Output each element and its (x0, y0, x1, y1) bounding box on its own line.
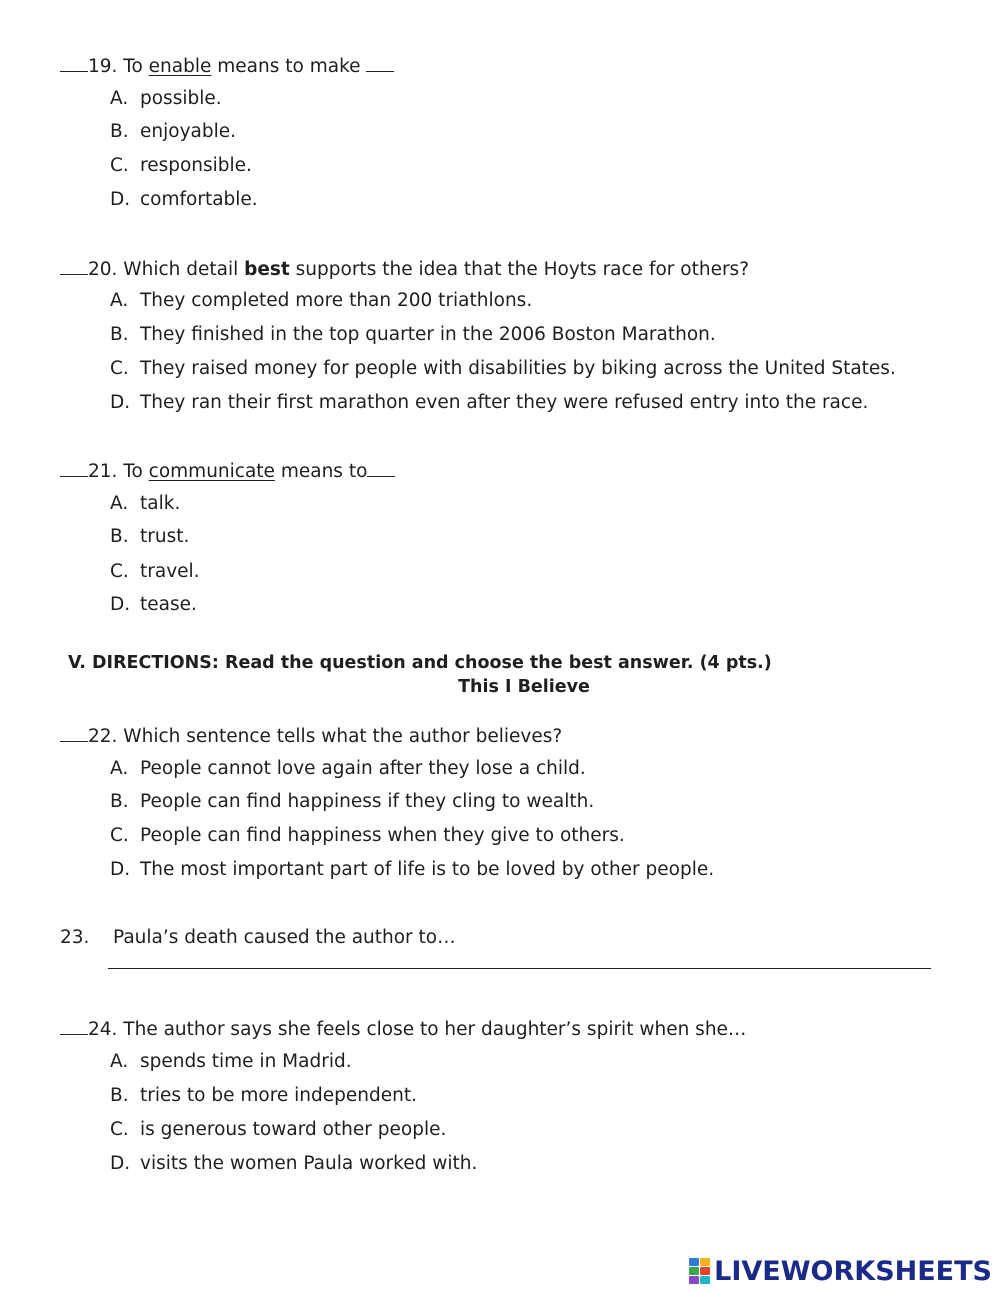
option-text: tease. (140, 594, 197, 615)
option-letter: A. (110, 1051, 129, 1072)
option-letter: B. (110, 791, 129, 812)
option-text: spends time in Madrid. (140, 1051, 352, 1072)
option-letter: D. (110, 1153, 131, 1174)
q19-rest: means to make (211, 56, 367, 77)
q21-rest: means to (274, 461, 368, 482)
q20-option-d (110, 391, 868, 415)
q22-text: 22. Which sentence tells what the author believes? (88, 726, 563, 747)
option-text: enjoyable. (140, 121, 236, 142)
question-20 (60, 256, 749, 282)
q19-number: 19. To (88, 56, 149, 77)
q19-trailing-blank (366, 53, 394, 72)
answer-blank-24[interactable] (60, 1016, 88, 1035)
question-21 (60, 458, 395, 484)
option-text: They raised money for people with disabilities by biking across the United States. (140, 358, 896, 379)
option-letter: A. (110, 758, 129, 779)
answer-blank-20[interactable] (60, 256, 88, 275)
q24-option-c (110, 1118, 446, 1142)
option-text: responsible. (140, 155, 252, 176)
q23-text: Paula’s death caused the author to… (113, 927, 456, 948)
logo-text: LIVEWORKSHEETS (714, 1255, 992, 1287)
q20-option-c (110, 357, 896, 381)
section-heading: V. DIRECTIONS: Read the question and choose the best answer. (4 pts.) (68, 653, 772, 673)
q24-option-a (110, 1050, 352, 1074)
q21-option-a (110, 492, 180, 516)
option-letter: A. (110, 88, 129, 109)
logo-block (700, 1276, 710, 1284)
q20-number: 20. Which detail (88, 259, 245, 280)
option-text: talk. (140, 493, 181, 514)
q19-option-c (110, 154, 252, 178)
option-text: visits the women Paula worked with. (140, 1153, 478, 1174)
q23-answer-line[interactable] (108, 968, 931, 969)
option-letter: C. (110, 358, 129, 379)
option-text: They finished in the top quarter in the 2006 Boston Marathon. (140, 324, 716, 345)
liveworksheets-logo[interactable] (689, 1254, 992, 1288)
option-text: comfortable. (140, 189, 258, 210)
option-text: The most important part of life is to be loved by other people. (140, 859, 715, 880)
q21-vocab-word: communicate (148, 461, 275, 482)
q20-bold-word: best (244, 259, 290, 280)
q19-option-d (110, 188, 258, 212)
q22-option-a (110, 757, 586, 781)
q24-option-b (110, 1084, 417, 1108)
option-text: trust. (140, 526, 190, 547)
option-letter: A. (110, 493, 129, 514)
answer-blank-19[interactable] (60, 53, 88, 72)
section-subtitle: This I Believe (458, 677, 590, 697)
option-letter: C. (110, 155, 129, 176)
option-letter: A. (110, 290, 129, 311)
q24-text: 24. The author says she feels close to her daughter’s spirit when she… (88, 1019, 747, 1040)
logo-block (689, 1267, 699, 1275)
q23-number: 23. (60, 927, 90, 948)
q20-option-b (110, 323, 716, 347)
q20-option-a (110, 289, 532, 313)
option-letter: C. (110, 561, 129, 582)
logo-mark-icon (689, 1258, 710, 1284)
q19-option-a (110, 87, 222, 111)
option-text: travel. (140, 561, 200, 582)
option-letter: B. (110, 526, 129, 547)
option-letter: D. (110, 189, 131, 210)
q21-trailing-blank (367, 458, 395, 477)
option-text: People can find happiness when they give to others. (140, 825, 625, 846)
logo-block (700, 1258, 710, 1266)
option-text: possible. (140, 88, 222, 109)
logo-block (700, 1267, 710, 1275)
q21-number: 21. To (88, 461, 149, 482)
q22-option-c (110, 824, 625, 848)
q24-option-d (110, 1152, 477, 1176)
option-text: is generous toward other people. (140, 1119, 447, 1140)
option-text: They ran their first marathon even after they were refused entry into the race. (140, 392, 869, 413)
q21-option-c (110, 560, 200, 584)
option-letter: B. (110, 121, 129, 142)
q19-vocab-word: enable (148, 56, 212, 77)
option-letter: D. (110, 859, 131, 880)
option-text: tries to be more independent. (140, 1085, 417, 1106)
answer-blank-22[interactable] (60, 723, 88, 742)
question-24 (60, 1016, 746, 1042)
question-19 (60, 53, 394, 79)
answer-blank-21[interactable] (60, 458, 88, 477)
option-text: People cannot love again after they lose a child. (140, 758, 586, 779)
option-letter: C. (110, 1119, 129, 1140)
option-letter: C. (110, 825, 129, 846)
q20-rest: supports the idea that the Hoyts race for others? (289, 259, 750, 280)
logo-block (689, 1258, 699, 1266)
option-letter: B. (110, 324, 129, 345)
option-text: They completed more than 200 triathlons. (140, 290, 533, 311)
option-letter: D. (110, 392, 131, 413)
q22-option-d (110, 858, 714, 882)
q19-option-b (110, 120, 236, 144)
option-letter: B. (110, 1085, 129, 1106)
option-letter: D. (110, 594, 131, 615)
q21-option-d (110, 593, 197, 617)
logo-block (689, 1276, 699, 1284)
q21-option-b (110, 525, 189, 549)
q22-option-b (110, 790, 594, 814)
option-text: People can find happiness if they cling to wealth. (140, 791, 595, 812)
question-22 (60, 723, 562, 749)
